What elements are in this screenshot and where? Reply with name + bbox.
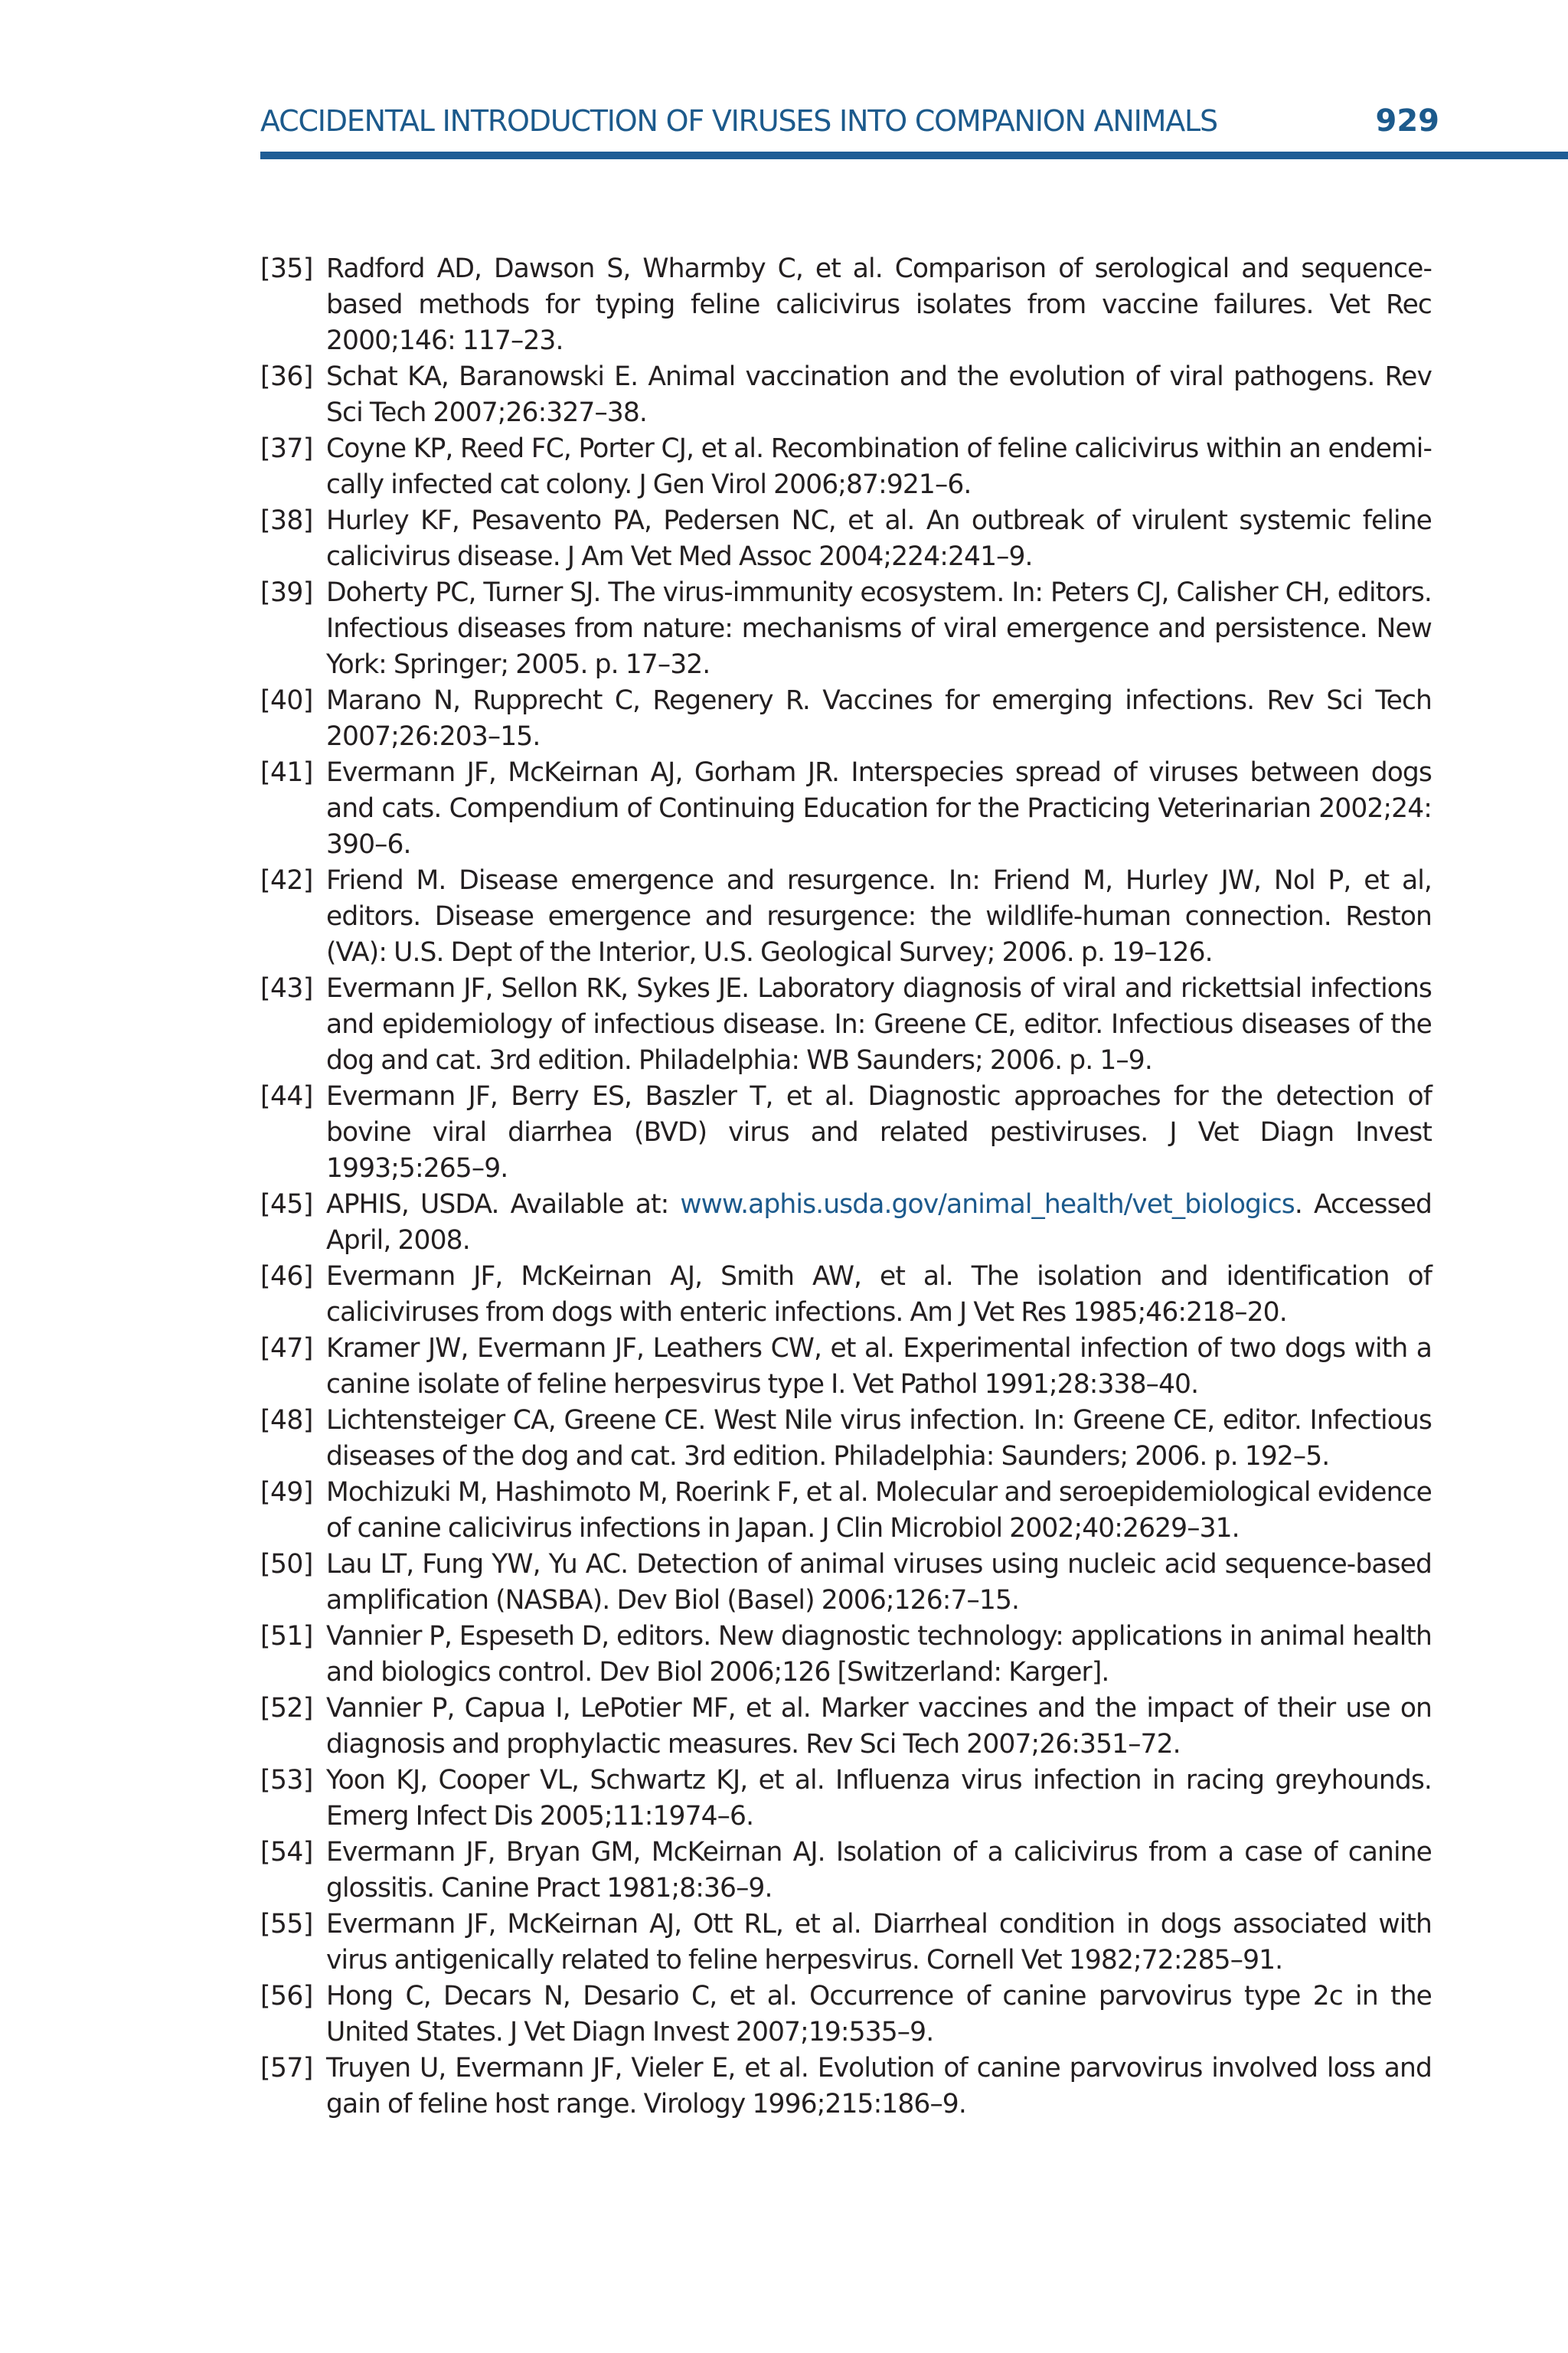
reference-item <box>260 1907 1432 1979</box>
reference-number: [42] <box>260 865 313 896</box>
reference-number: [53] <box>260 1765 313 1796</box>
reference-item <box>260 251 1432 359</box>
reference-text: Evermann JF, McKeirnan AJ, Gorham JR. Interspecies spread of viruses between dogs and cats. Compendium of Continuing Education for the Practicing Veterinarian 2002;24: 390–6. <box>326 757 1432 860</box>
reference-number: [37] <box>260 433 313 464</box>
reference-number: [46] <box>260 1261 313 1292</box>
reference-item <box>260 1619 1432 1691</box>
reference-text: Kramer JW, Evermann JF, Leathers CW, et al. Experimental infection of two dogs with a canine isolate of feline herpesvirus type I. Vet Pathol 1991;28:338–40. <box>326 1333 1432 1400</box>
reference-item <box>260 1403 1432 1475</box>
reference-text: Coyne KP, Reed FC, Porter CJ, et al. Recombination of feline calicivirus within an endemi-cally infected cat colony. J Gen Virol 2006;87:921–6. <box>326 433 1432 500</box>
reference-text: Evermann JF, Bryan GM, McKeirnan AJ. Isolation of a calicivirus from a case of canine glossitis. Canine Pract 1981;8:36–9. <box>326 1837 1432 1904</box>
reference-item <box>260 359 1432 431</box>
reference-item <box>260 1691 1432 1763</box>
reference-item <box>260 1763 1432 1835</box>
reference-number: [36] <box>260 361 313 392</box>
reference-text: Lau LT, Fung YW, Yu AC. Detection of animal viruses using nucleic acid sequence-based amplification (NASBA). Dev Biol (Basel) 2006;126:7–15. <box>326 1549 1432 1616</box>
reference-text: Evermann JF, Sellon RK, Sykes JE. Laboratory diagnosis of viral and rickettsial infections and epidemiology of infectious disease. In: Greene CE, editor. Infectious diseases of the dog and cat. 3rd edition. Philadelphia: WB Saunders; 2006. p. 1–9. <box>326 973 1432 1076</box>
reference-item <box>260 971 1432 1079</box>
reference-number: [44] <box>260 1081 313 1112</box>
reference-item <box>260 431 1432 503</box>
reference-item <box>260 1079 1432 1187</box>
reference-item <box>260 1259 1432 1331</box>
reference-item <box>260 1331 1432 1403</box>
reference-item <box>260 575 1432 683</box>
reference-text: Schat KA, Baranowski E. Animal vaccination and the evolution of viral pathogens. Rev Sci Tech 2007;26:327–38. <box>326 361 1432 428</box>
running-header-title: ACCIDENTAL INTRODUCTION OF VIRUSES INTO COMPANION ANIMALS <box>260 104 1217 138</box>
reference-number: [55] <box>260 1909 313 1940</box>
reference-url-link[interactable]: www.aphis.usda.gov/animal_health/vet_biologics <box>680 1189 1295 1220</box>
reference-text: Hurley KF, Pesavento PA, Pedersen NC, et al. An outbreak of virulent systemic feline calicivirus disease. J Am Vet Med Assoc 2004;224:241–9. <box>326 505 1432 572</box>
reference-number: [35] <box>260 253 313 284</box>
reference-number: [56] <box>260 1981 313 2011</box>
reference-item <box>260 1187 1432 1259</box>
reference-item <box>260 863 1432 971</box>
reference-item <box>260 683 1432 755</box>
reference-number: [38] <box>260 505 313 536</box>
reference-item <box>260 1979 1432 2051</box>
reference-number: [41] <box>260 757 313 788</box>
reference-text: Vannier P, Capua I, LePotier MF, et al. Marker vaccines and the impact of their use on diagnosis and prophylactic measures. Rev Sci Tech 2007;26:351–72. <box>326 1693 1432 1760</box>
reference-number: [54] <box>260 1837 313 1868</box>
header-rule <box>260 152 1568 159</box>
reference-number: [51] <box>260 1621 313 1652</box>
reference-item <box>260 1547 1432 1619</box>
reference-text: Lichtensteiger CA, Greene CE. West Nile virus infection. In: Greene CE, editor. Infectious diseases of the dog and cat. 3rd edition. Philadelphia: Saunders; 2006. p. 192–5. <box>326 1405 1432 1472</box>
reference-text: Evermann JF, McKeirnan AJ, Ott RL, et al. Diarrheal condition in dogs associated with virus antigenically related to feline herpesvirus. Cornell Vet 1982;72:285–91. <box>326 1909 1432 1976</box>
reference-item <box>260 503 1432 575</box>
reference-item <box>260 2051 1432 2123</box>
reference-number: [43] <box>260 973 313 1004</box>
reference-number: [57] <box>260 2053 313 2083</box>
reference-number: [52] <box>260 1693 313 1724</box>
reference-number: [39] <box>260 577 313 608</box>
reference-text: Vannier P, Espeseth D, editors. New diagnostic technology: applications in animal health and biologics control. Dev Biol 2006;126 [Switzerland: Karger]. <box>326 1621 1432 1688</box>
reference-text: Evermann JF, Berry ES, Baszler T, et al. Diagnostic approaches for the detection of bovine viral diarrhea (BVD) virus and related pestiviruses. J Vet Diagn Invest 1993;5:265–9. <box>326 1081 1432 1184</box>
reference-text: Evermann JF, McKeirnan AJ, Smith AW, et al. The isolation and identification of caliciviruses from dogs with enteric infections. Am J Vet Res 1985;46:218–20. <box>326 1261 1432 1328</box>
reference-text: Mochizuki M, Hashimoto M, Roerink F, et al. Molecular and seroepidemiological evidence of canine calicivirus infections in Japan. J Clin Microbiol 2002;40:2629–31. <box>326 1477 1432 1544</box>
reference-text: Friend M. Disease emergence and resurgence. In: Friend M, Hurley JW, Nol P, et al, editors. Disease emergence and resurgence: the wildlife-human connection. Reston (VA): U.S. Dept of the Interior, U.S. Geological Survey; 2006. p. 19–126. <box>326 865 1432 968</box>
reference-text: Truyen U, Evermann JF, Vieler E, et al. Evolution of canine parvovirus involved loss and gain of feline host range. Virology 1996;215:186–9. <box>326 2053 1432 2119</box>
reference-number: [48] <box>260 1405 313 1436</box>
page-number: 929 <box>1375 103 1439 139</box>
reference-text-after-link: . Accessed April, 2008. <box>326 1189 1432 1256</box>
reference-text: Doherty PC, Turner SJ. The virus-immunity ecosystem. In: Peters CJ, Calisher CH, editors. Infectious diseases from nature: mechanisms of viral emergence and persistence. New York: Springer; 2005. p. 17–32. <box>326 577 1432 680</box>
reference-text: Radford AD, Dawson S, Wharmby C, et al. Comparison of serological and sequence-based methods for typing feline calicivirus isolates from vaccine failures. Vet Rec 2000;146: 117–23. <box>326 253 1432 356</box>
reference-item <box>260 755 1432 863</box>
reference-text: Hong C, Decars N, Desario C, et al. Occurrence of canine parvovirus type 2c in the United States. J Vet Diagn Invest 2007;19:535–9. <box>326 1981 1432 2047</box>
reference-item <box>260 1835 1432 1907</box>
reference-number: [49] <box>260 1477 313 1508</box>
reference-text: Marano N, Rupprecht C, Regenery R. Vaccines for emerging infections. Rev Sci Tech 2007;26:203–15. <box>326 685 1432 752</box>
reference-item <box>260 1475 1432 1547</box>
reference-number: [45] <box>260 1189 313 1220</box>
reference-number: [47] <box>260 1333 313 1364</box>
reference-list <box>260 251 1432 2123</box>
reference-number: [50] <box>260 1549 313 1580</box>
reference-text-before-link: APHIS, USDA. Available at: <box>326 1189 681 1220</box>
reference-number: [40] <box>260 685 313 716</box>
reference-text: Yoon KJ, Cooper VL, Schwartz KJ, et al. Influenza virus infection in racing greyhounds. Emerg Infect Dis 2005;11:1974–6. <box>326 1765 1432 1832</box>
running-header <box>260 98 1439 144</box>
